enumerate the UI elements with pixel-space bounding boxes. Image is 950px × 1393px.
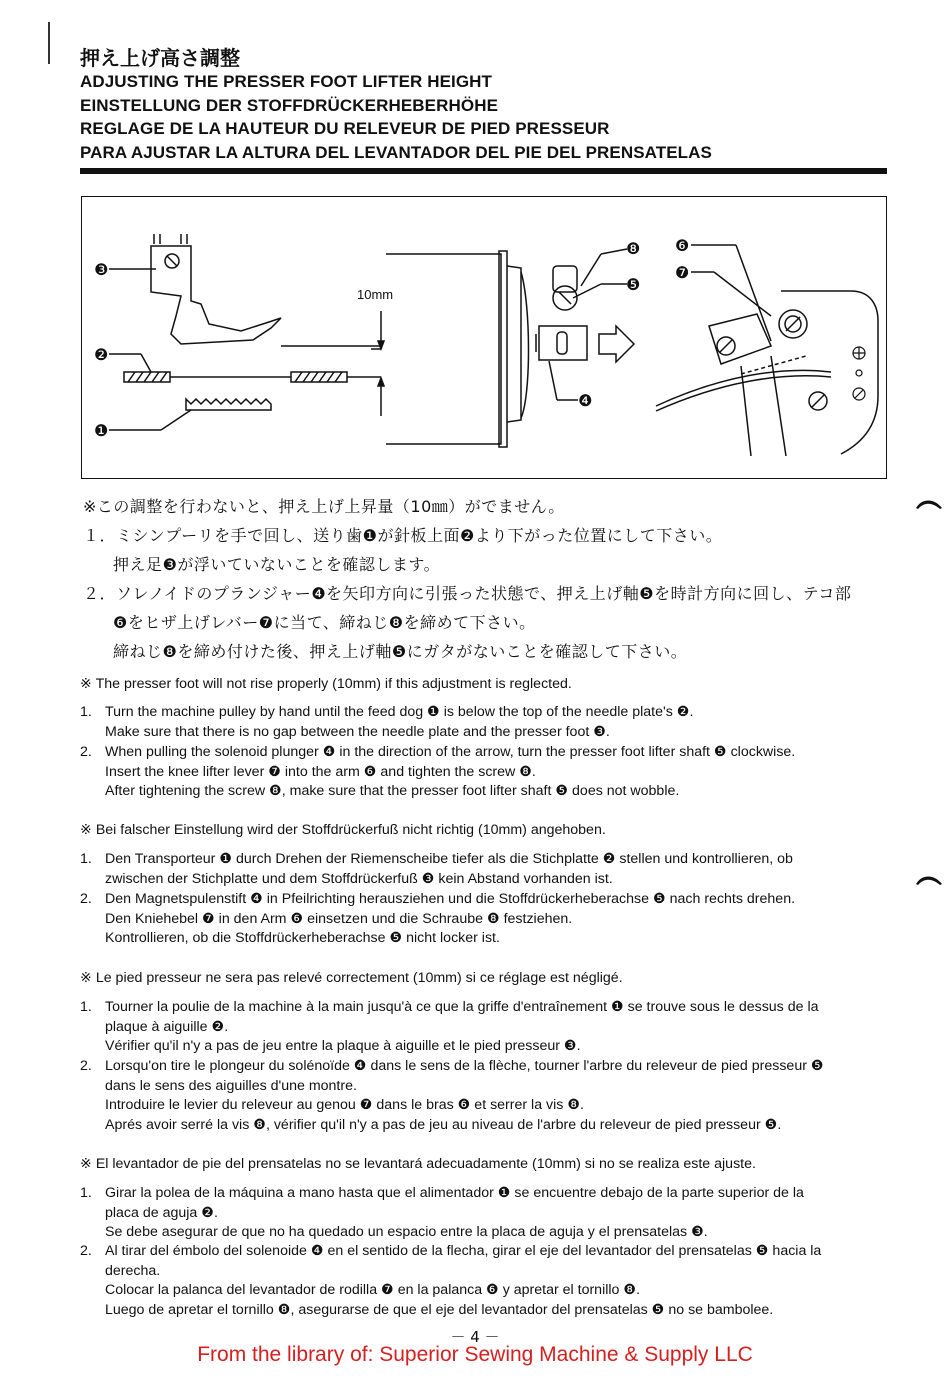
callout-2: ❷ — [93, 344, 108, 364]
english-item-2-line: Insert the knee lifter lever ❼ into the arm ❻ and tighten the screw ❽. — [105, 763, 536, 780]
jp-line-3: ２．ソレノイドのプランジャー❹を矢印方向に引張った状態で、押え上げ軸❺を時計方向に回し、テコ部 — [83, 584, 852, 603]
german-item-1-line: Den Transporteur ❶ durch Drehen der Riemenscheibe tiefer als die Stichplatte ❷ stellen und kontrollieren, ob — [105, 851, 793, 867]
jp-line-5: 締ねじ❽を締め付けた後、押え上げ軸❺にガタがないことを確認して下さい。 — [113, 642, 688, 661]
callout-6: ❻ — [674, 235, 689, 255]
presser-foot-outline — [151, 246, 281, 344]
french-item-1-line: plaque à aiguille ❷. — [105, 1018, 229, 1035]
title-german: EINSTELLUNG DER STOFFDRÜCKERHEBERHÖHE — [80, 95, 499, 115]
french-item-1-line: Vérifier qu'il n'y a pas de jeu entre la plaque à aiguille et le pied presseur ❸. — [105, 1038, 581, 1055]
item-number: 2. — [80, 744, 92, 760]
item-number: 1. — [80, 1185, 92, 1201]
french-note: ※ Le pied presseur ne sera pas relevé correctement (10mm) si ce réglage est négligé. — [80, 970, 623, 986]
english-item-2 — [80, 743, 895, 802]
callout-8: ❽ — [625, 238, 640, 258]
jp-line-2: 押え足❸が浮いていないことを確認します。 — [113, 555, 441, 574]
spanish-item-1-line: Girar la polea de la máquina a mano hasta que el alimentador ❶ se encuentre debajo de la parte superior de la — [105, 1185, 804, 1201]
title-block — [80, 46, 880, 164]
feed-dog-shape — [186, 399, 271, 410]
spanish-item-1-line: placa de aguja ❷. — [105, 1204, 218, 1221]
spanish-note: ※ El levantador de pie del prensatelas no se levantará adecuadamente (10mm) si no se realiza este ajuste. — [80, 1156, 756, 1172]
title-japanese: 押え上げ高さ調整 — [80, 46, 240, 70]
callout-7: ❼ — [674, 262, 689, 282]
spanish-item-2-line: Al tirar del émbolo del solenoide ❹ en el sentido de la flecha, girar el eje del levantador del prensatelas ❺ hacia la — [105, 1243, 822, 1259]
french-item-2-line: Introduire le levier du releveur au genou ❼ dans le bras ❻ et serrer la vis ❽. — [105, 1097, 584, 1114]
dimension-label: 10mm — [356, 286, 393, 302]
english-item-1-line: Make sure that there is no gap between the needle plate and the presser foot ❸. — [105, 723, 610, 740]
english-item-1-line: Turn the machine pulley by hand until the feed dog ❶ is below the top of the needle plate's ❷. — [105, 704, 694, 720]
spanish-item-2 — [80, 1242, 895, 1320]
spanish-item-2-line: Luego de apretar el tornillo ❽, asegurarse de que el eje del levantador del prensatelas ❺ no se bambolee. — [105, 1301, 774, 1318]
item-number: 1. — [80, 704, 92, 720]
english-note: ※ The presser foot will not rise properly (10mm) if this adjustment is reglected. — [80, 676, 572, 692]
title-english: ADJUSTING THE PRESSER FOOT LIFTER HEIGHT — [80, 72, 493, 91]
margin-tab-mark — [914, 496, 944, 512]
illustration-frame — [81, 196, 887, 479]
german-item-1-line: zwischen der Stichplatte und dem Stoffdrückerfuß ❸ kein Abstand vorhanden ist. — [105, 870, 613, 887]
french-item-2-line: dans le sens des aiguilles d'une montre. — [105, 1077, 357, 1094]
item-number: 2. — [80, 1058, 92, 1074]
item-number: 1. — [80, 851, 92, 867]
spanish-item-1 — [80, 1184, 895, 1243]
spanish-item-1-line: Se debe asegurar de que no ha quedado un espacio entre la placa de aguja y el prensatelas ❸. — [105, 1224, 708, 1241]
english-item-2-line: When pulling the solenoid plunger ❹ in the direction of the arrow, turn the presser foot lifter shaft ❺ clockwise. — [105, 744, 796, 760]
direction-arrow — [599, 326, 634, 362]
spanish-item-2-line: derecha. — [105, 1262, 161, 1279]
french-item-2-line: Aprés avoir serré la vis ❽, vérifier qu'il n'y a pas de jeu au niveau de l'arbre du releveur de pied presseur ❺. — [105, 1116, 782, 1133]
title-french: REGLAGE DE LA HAUTEUR DU RELEVEUR DE PIED PRESSEUR — [80, 119, 610, 138]
item-number: 1. — [80, 999, 92, 1015]
german-item-1 — [80, 850, 895, 889]
japanese-instructions — [83, 492, 923, 666]
item-number: 2. — [80, 891, 92, 907]
german-item-2-line: Kontrollieren, ob die Stoffdrückerheberachse ❺ nicht locker ist. — [105, 930, 500, 947]
spanish-item-2-line: Colocar la palanca del levantador de rodilla ❼ en la palanca ❻ y apretar el tornillo ❽. — [105, 1282, 641, 1299]
callout-5: ❺ — [625, 274, 640, 294]
page-number: － 4 － — [450, 1328, 500, 1346]
library-footer: From the library of: Superior Sewing Machine & Supply LLC — [197, 1343, 753, 1366]
adjustment-diagram — [81, 196, 887, 479]
french-item-1 — [80, 998, 895, 1057]
binding-mark — [48, 22, 50, 64]
english-item-2-line: After tightening the screw ❽, make sure that the presser foot lifter shaft ❺ does not wobble. — [105, 783, 680, 800]
french-item-2 — [80, 1057, 895, 1135]
callout-4: ❹ — [577, 390, 592, 410]
german-item-2-line: Den Magnetspulenstift ❹ in Pfeilrichting herausziehen und die Stoffdrückerheberachse ❺ nach rechts drehen. — [105, 891, 796, 907]
jp-line-1: １．ミシンプーリを手で回し、送り歯❶が針板上面❷より下がった位置にして下さい。 — [83, 526, 723, 545]
callout-3: ❸ — [93, 259, 108, 279]
german-note: ※ Bei falscher Einstellung wird der Stoffdrückerfuß nicht richtig (10mm) angehoben. — [80, 822, 606, 838]
french-item-1-line: Tourner la poulie de la machine à la main jusqu'à ce que la griffe d'entraînement ❶ se trouve sous le dessus de la — [105, 999, 819, 1015]
callout-1: ❶ — [93, 420, 108, 440]
item-number: 2. — [80, 1243, 92, 1259]
title-spanish: PARA AJUSTAR LA ALTURA DEL LEVANTADOR DEL PIE DEL PRENSATELAS — [80, 142, 712, 162]
english-item-1 — [80, 703, 895, 742]
margin-tab-mark — [914, 872, 944, 888]
jp-line-4: ❻をヒザ上げレバー❼に当て、締ねじ❽を締めて下さい。 — [113, 613, 536, 632]
title-underline — [80, 168, 887, 174]
german-item-2 — [80, 890, 895, 949]
jp-note: ※この調整を行わないと、押え上げ上昇量（10㎜）がでません。 — [83, 497, 565, 516]
french-item-2-line: Lorsqu'on tire le plongeur du solénoïde ❹ dans le sens de la flèche, tourner l'arbre du releveur de pied presseur ❺ — [105, 1058, 824, 1074]
german-item-2-line: Den Kniehebel ❼ in den Arm ❻ einsetzen und die Schraube ❽ festziehen. — [105, 910, 573, 927]
